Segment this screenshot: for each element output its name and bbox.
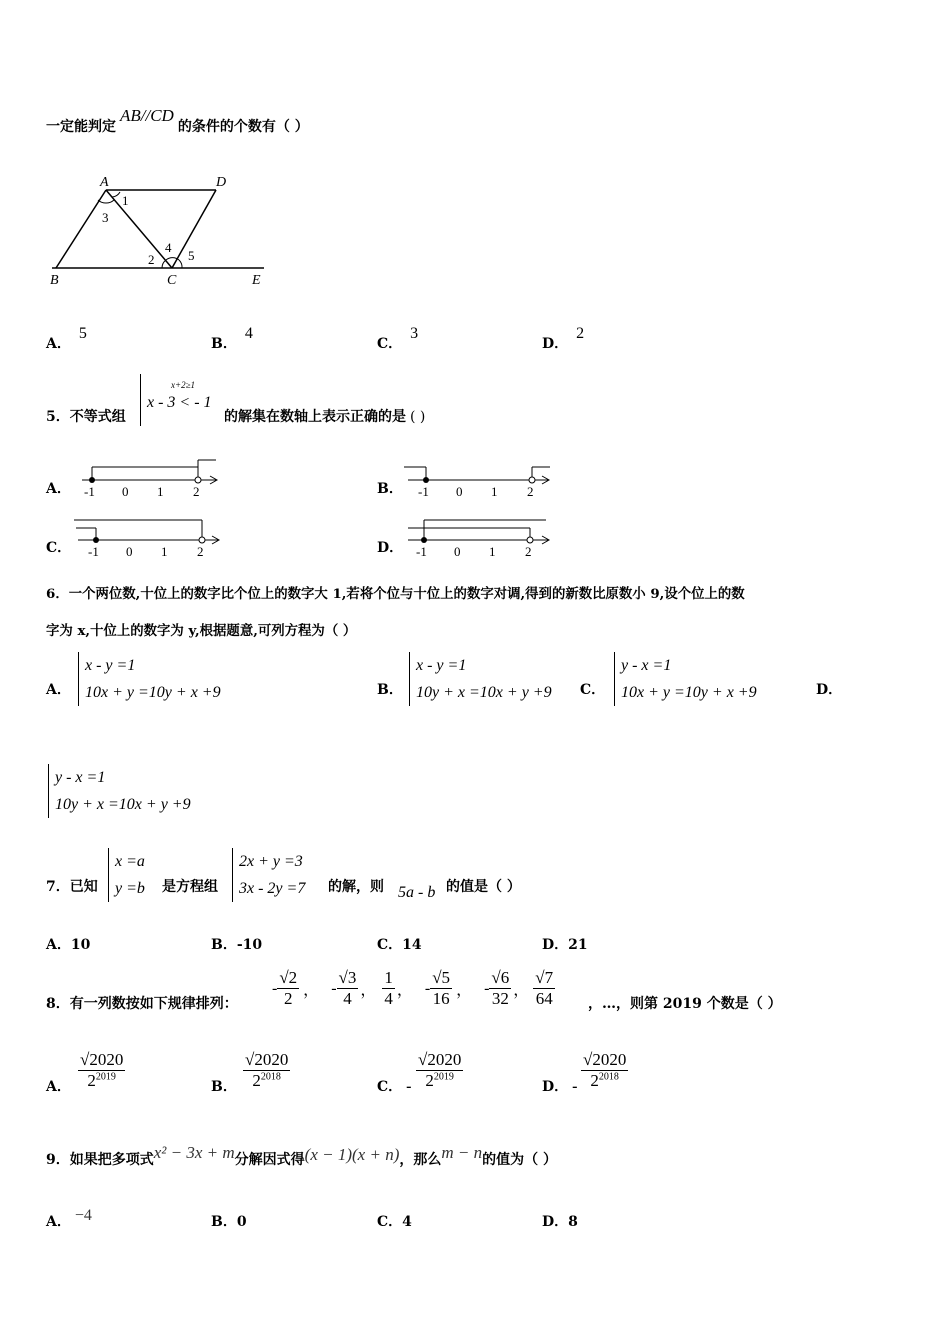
- q7-option-c[interactable]: C．14: [377, 937, 422, 953]
- q4-option-c[interactable]: C．3: [377, 325, 419, 352]
- q9-option-b[interactable]: B．0: [211, 1214, 247, 1230]
- q5-option-d-axis[interactable]: [400, 514, 560, 560]
- svg-text:1: 1: [489, 544, 496, 559]
- q7-system: 2x + y =3 3x - 2y =7: [232, 848, 305, 902]
- q6-option-a-system[interactable]: x - y =1 10x + y =10y + x +9: [78, 652, 221, 706]
- q9-option-d[interactable]: D．8: [542, 1214, 578, 1230]
- q9-option-c[interactable]: C．4: [377, 1214, 412, 1230]
- q7-stem-end: 的值是（ ）: [446, 879, 521, 895]
- q7-stem-mid: 是方程组: [162, 879, 218, 895]
- q5-option-c-label[interactable]: C．: [46, 540, 72, 556]
- q8-option-b-frac[interactable]: $\frac{√2020}{2^{2018}}$: [245, 1050, 289, 1090]
- q9-expr: m − n: [441, 1143, 483, 1162]
- q6-option-c-label[interactable]: C．: [580, 682, 606, 698]
- q5-option-a-axis[interactable]: [70, 456, 230, 500]
- q5-option-c-axis[interactable]: [70, 514, 230, 560]
- q4-label-D: D: [216, 175, 227, 190]
- q8-term-3: $\frac{1}{4}$: [384, 968, 393, 1008]
- q4-angle-3: 3: [102, 210, 109, 225]
- svg-text:-1: -1: [418, 484, 429, 499]
- svg-text:1: 1: [161, 544, 168, 559]
- q6-option-a-label[interactable]: A．: [46, 682, 71, 698]
- q5-option-b-label[interactable]: B．: [377, 481, 403, 497]
- q7-stem-after: 的解，则: [328, 879, 384, 895]
- svg-text:1: 1: [491, 484, 498, 499]
- q6-option-c-system[interactable]: y - x =1 10x + y =10y + x +9: [614, 652, 757, 706]
- svg-text:2: 2: [193, 484, 200, 499]
- q8-term-1: $\frac{√2}{2}$: [279, 968, 298, 1008]
- q4-option-a[interactable]: A．5: [46, 325, 87, 352]
- q4-angle-5: 5: [188, 248, 195, 263]
- q6-stem-line1: 6．一个两位数,十位上的数字比个位上的数字大 1,若将个位与十位上的数字对调,得到的新数比原数小 9,设个位上的数: [46, 586, 745, 602]
- q8-option-a-frac[interactable]: $\frac{√2020}{2^{2019}}$: [80, 1050, 124, 1090]
- svg-text:2: 2: [527, 484, 534, 499]
- q6-option-b-system[interactable]: x - y =1 10y + x =10x + y +9: [409, 652, 552, 706]
- q8-option-a[interactable]: A．: [46, 1079, 71, 1095]
- q6-option-d-label[interactable]: D．: [816, 682, 843, 698]
- q8-option-d[interactable]: D． -: [542, 1078, 578, 1095]
- q4-angle-2: 2: [148, 252, 155, 267]
- q4-label-E: E: [252, 273, 261, 288]
- q8-sequence: - $\frac{√2}{2}$ ， - $\frac{√3}{4}$ ， $\frac{1}{4}$ ， - $\frac{√5}{16}$ ， - $\frac{√6}{32}$ ， $\frac{√7}{64}$: [272, 968, 554, 1008]
- q8-stem-prefix: 8．有一列数按如下规律排列：: [46, 996, 238, 1012]
- q4-option-b[interactable]: B．4: [211, 325, 253, 352]
- q9-poly: x² − 3x + m: [153, 1143, 235, 1162]
- q5-stem-start: 5．不等式组: [46, 409, 126, 425]
- q9-factored: (x − 1)(x + n): [304, 1145, 400, 1164]
- q5-option-b-axis[interactable]: [400, 456, 560, 500]
- q8-option-c[interactable]: C． -: [377, 1078, 412, 1095]
- svg-text:-1: -1: [416, 544, 427, 559]
- q8-term-5: $\frac{√6}{32}$: [491, 968, 510, 1008]
- q7-expr: 5a - b: [398, 884, 436, 901]
- q4-figure: [46, 172, 276, 292]
- svg-text:-1: -1: [84, 484, 95, 499]
- q5-option-a-label[interactable]: A．: [46, 481, 71, 497]
- q6-stem-line2: 字为 x,十位上的数字为 y,根据题意,可列方程为（ ）: [46, 623, 357, 639]
- q7-option-b[interactable]: B．-10: [211, 937, 263, 953]
- q7-option-d[interactable]: D．21: [542, 937, 588, 953]
- q5-system: [140, 374, 223, 426]
- svg-text:0: 0: [456, 484, 463, 499]
- q8-term-2: $\frac{√3}{4}$: [338, 968, 357, 1008]
- svg-text:0: 0: [122, 484, 129, 499]
- q6-option-d-system[interactable]: y - x =1 10y + x =10x + y +9: [48, 764, 191, 818]
- q6-option-b-label[interactable]: B．: [377, 682, 403, 698]
- q4-stem: 一定能判定AB//CD的条件的个数有（ ）: [46, 106, 309, 135]
- q8-stem-suffix: ，…，则第 2019 个数是（ ）: [588, 996, 782, 1012]
- q7-option-a[interactable]: A．10: [46, 937, 91, 953]
- q8-option-b[interactable]: B．: [211, 1079, 237, 1095]
- q4-option-d[interactable]: D．2: [542, 325, 585, 352]
- svg-text:2: 2: [197, 544, 204, 559]
- q4-angle-4: 4: [165, 240, 172, 255]
- q5-option-d-label[interactable]: D．: [377, 540, 404, 556]
- q4-angle-1: 1: [122, 193, 129, 208]
- svg-text:2: 2: [525, 544, 532, 559]
- q4-label-B: B: [50, 273, 59, 288]
- q4-stem-math: AB//CD: [120, 106, 174, 125]
- q7-solution: x =a y =b: [108, 848, 145, 902]
- q8-option-d-frac[interactable]: $\frac{√2020}{2^{2018}}$: [583, 1050, 627, 1090]
- svg-text:0: 0: [126, 544, 133, 559]
- q8-term-6: $\frac{√7}{64}$: [535, 968, 554, 1008]
- q9-option-a[interactable]: A． −4: [46, 1207, 92, 1230]
- svg-text:1: 1: [157, 484, 164, 499]
- svg-text:0: 0: [454, 544, 461, 559]
- q9-stem: 9．如果把多项式x² − 3x + m分解因式得(x − 1)(x + n)，那么m − n的值为（ ）: [46, 1143, 557, 1168]
- q5-ineq-bottom: x - 3 < - 1: [147, 394, 212, 411]
- q4-label-A: A: [100, 175, 109, 190]
- q4-label-C: C: [167, 273, 177, 288]
- q8-option-c-frac[interactable]: $\frac{√2020}{2^{2019}}$: [418, 1050, 462, 1090]
- q7-stem-start: 7．已知: [46, 879, 98, 895]
- q8-term-4: $\frac{√5}{16}$: [432, 968, 451, 1008]
- q5-stem-end: 的解集在数轴上表示正确的是 ( ): [224, 409, 426, 425]
- svg-text:-1: -1: [88, 544, 99, 559]
- q5-ineq-top: x+2≥1: [171, 380, 196, 390]
